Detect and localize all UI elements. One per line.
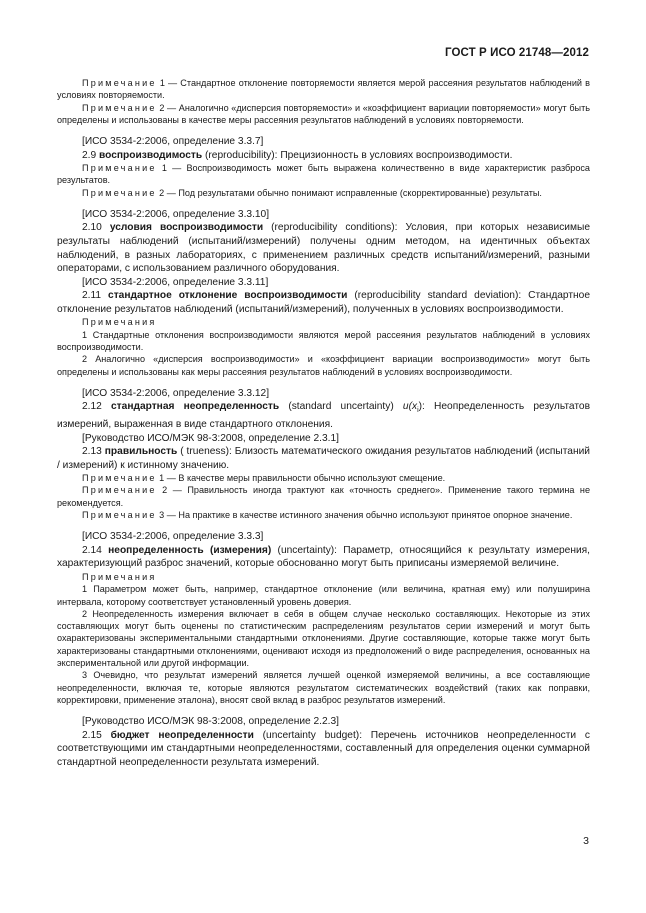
note: Примечание 2 — Под результатами обычно понимают исправленные (скорректированные) результаты. bbox=[82, 187, 542, 198]
term-2-14: 2.14 неопределенность (измерения) (uncertainty): Параметр, относящийся к результату измерения, характеризующий разброс значений, которые обоснованно могут быть приписаны измеряемой величине. bbox=[57, 544, 590, 570]
note: 1 Параметром может быть, например, стандартное отклонение (или величина, кратная ему) или полуширина интервала, которому соответствует установленный уровень доверия. bbox=[57, 584, 590, 607]
term-2-9: 2.9 воспроизводимость (reproducibility): Прецизионность в условиях воспроизводимости. bbox=[82, 149, 513, 161]
note: Примечание 2 — Правильность иногда трактуют как «точность среднего». Применение такого термина не рекомендуется. bbox=[57, 485, 591, 508]
note: Примечание 3 — На практике в качестве истинного значения обычно используют принятое опорное значение. bbox=[82, 510, 573, 521]
source-reference: [ИСО 3534-2:2006, определение 3.3.7] bbox=[82, 136, 264, 148]
term-2-13: 2.13 правильность ( trueness): Близость математического ожидания результатов наблюдений (испытаний / измерений) к истинному значению. bbox=[57, 445, 590, 471]
note: 3 Очевидно, что результат измерений является лучшей оценкой измеряемой величины, а все составляющие неопределенности, включая те, которые являются результатом систематических воздействий (таких как поправки, корректировки, применение эталона), вносят свой вклад в разброс результатов измерений. bbox=[57, 670, 590, 705]
note: 2 Аналогично «дисперсия воспроизводимости» и «коэффициент вариации воспроизводимости» могут быть определены и использованы как меры рассеяния результатов наблюдений в условиях воспроизводимости. bbox=[57, 354, 590, 377]
page-body bbox=[57, 77, 590, 769]
term-name: неопределенность (измерения) bbox=[108, 544, 272, 556]
term-name: стандартное отклонение воспроизводимости bbox=[108, 290, 348, 302]
note: 1 Стандартные отклонения воспроизводимости являются мерой рассеяния результатов наблюдений в условиях воспроизводимости. bbox=[57, 329, 590, 353]
source-reference: [Руководство ИСО/МЭК 98-3:2008, определение 2.2.3] bbox=[82, 716, 339, 728]
source-reference: [ИСО 3534-2:2006, определение 3.3.12] bbox=[82, 387, 270, 399]
note: Примечание 1 — Воспроизводимость может быть выражена количественно в виде характеристик разброса результатов. bbox=[57, 163, 590, 186]
term-2-11: 2.11 стандартное отклонение воспроизводимости (reproducibility standard deviation): Стандартное отклонение результатов наблюдений (испытаний/измерений), полученных в условиях воспроизводимости. bbox=[57, 290, 590, 315]
source-reference: [ИСО 3534-2:2006, определение 3.3.10] bbox=[82, 209, 270, 221]
page-number: 3 bbox=[583, 835, 589, 847]
term-name: стандартная неопределенность bbox=[111, 401, 280, 413]
term-2-15: 2.15 бюджет неопределенности (uncertainty budget): Перечень источников неопределенности с соответствующими им стандартными неопределенностями, составленный для определения оценки суммарной стандартной неопределенности результата измерений. bbox=[57, 729, 590, 768]
term-2-12: 2.12 стандартная неопределенность (standard uncertainty) $u(x_i)$: Неопределенность результатов измерений, выраженная в виде стандартного отклонения. bbox=[57, 401, 590, 430]
term-name: воспроизводимость bbox=[99, 149, 203, 161]
term-name: правильность bbox=[104, 445, 178, 457]
source-reference: [ИСО 3534-2:2006, определение 3.3.11] bbox=[82, 276, 269, 288]
source-reference: [Руководство ИСО/МЭК 98-3:2008, определение 2.3.1] bbox=[82, 432, 339, 444]
source-reference: [ИСО 3534-2:2006, определение 3.3.3] bbox=[82, 531, 264, 543]
term-name: бюджет неопределенности bbox=[110, 729, 254, 741]
notes-heading: Примечания bbox=[82, 317, 157, 328]
note: Примечание 2 — Аналогично «дисперсия повторяемости» и «коэффициент вариации повторяемости» могут быть определены и использованы в качестве меры рассеяния результатов наблюдений в условиях повторяемости. bbox=[57, 102, 590, 125]
term-name: условия воспроизводимости bbox=[109, 222, 264, 234]
term-2-10: 2.10 условия воспроизводимости (reproducibility conditions): Условия, при которых независимые результаты наблюдений (испытаний/измерений) получены одним методом, на идентичных объектах наблюдений, в разных лабораториях, с применением различных средств испытаний/измерений, разными операторами, с использованием различного оборудования. bbox=[57, 222, 590, 275]
notes-heading: Примечания bbox=[82, 571, 157, 582]
note: Примечание 1 — Стандартное отклонение повторяемости является мерой рассеяния результатов наблюдений в условиях повторяемости. bbox=[57, 78, 590, 101]
note: Примечание 1 — В качестве меры правильности обычно используют смещение. bbox=[82, 473, 446, 484]
note: 2 Неопределенность измерения включает в себя в общем случае несколько составляющих. Некоторые из этих составляющих могут быть оценены по статистическим распределениям результатов серии измерений и могут быть охарактеризованы экспериментальными стандартными отклонениями. Другие составляющие, которые также могут быть характеризованы стандартными отклонениями, оценивают исходя из предположений о виде распределения, основанных на экспериментальной или другой информации. bbox=[57, 608, 590, 669]
document-header: ГОСТ Р ИСО 21748—2012 bbox=[444, 47, 589, 59]
